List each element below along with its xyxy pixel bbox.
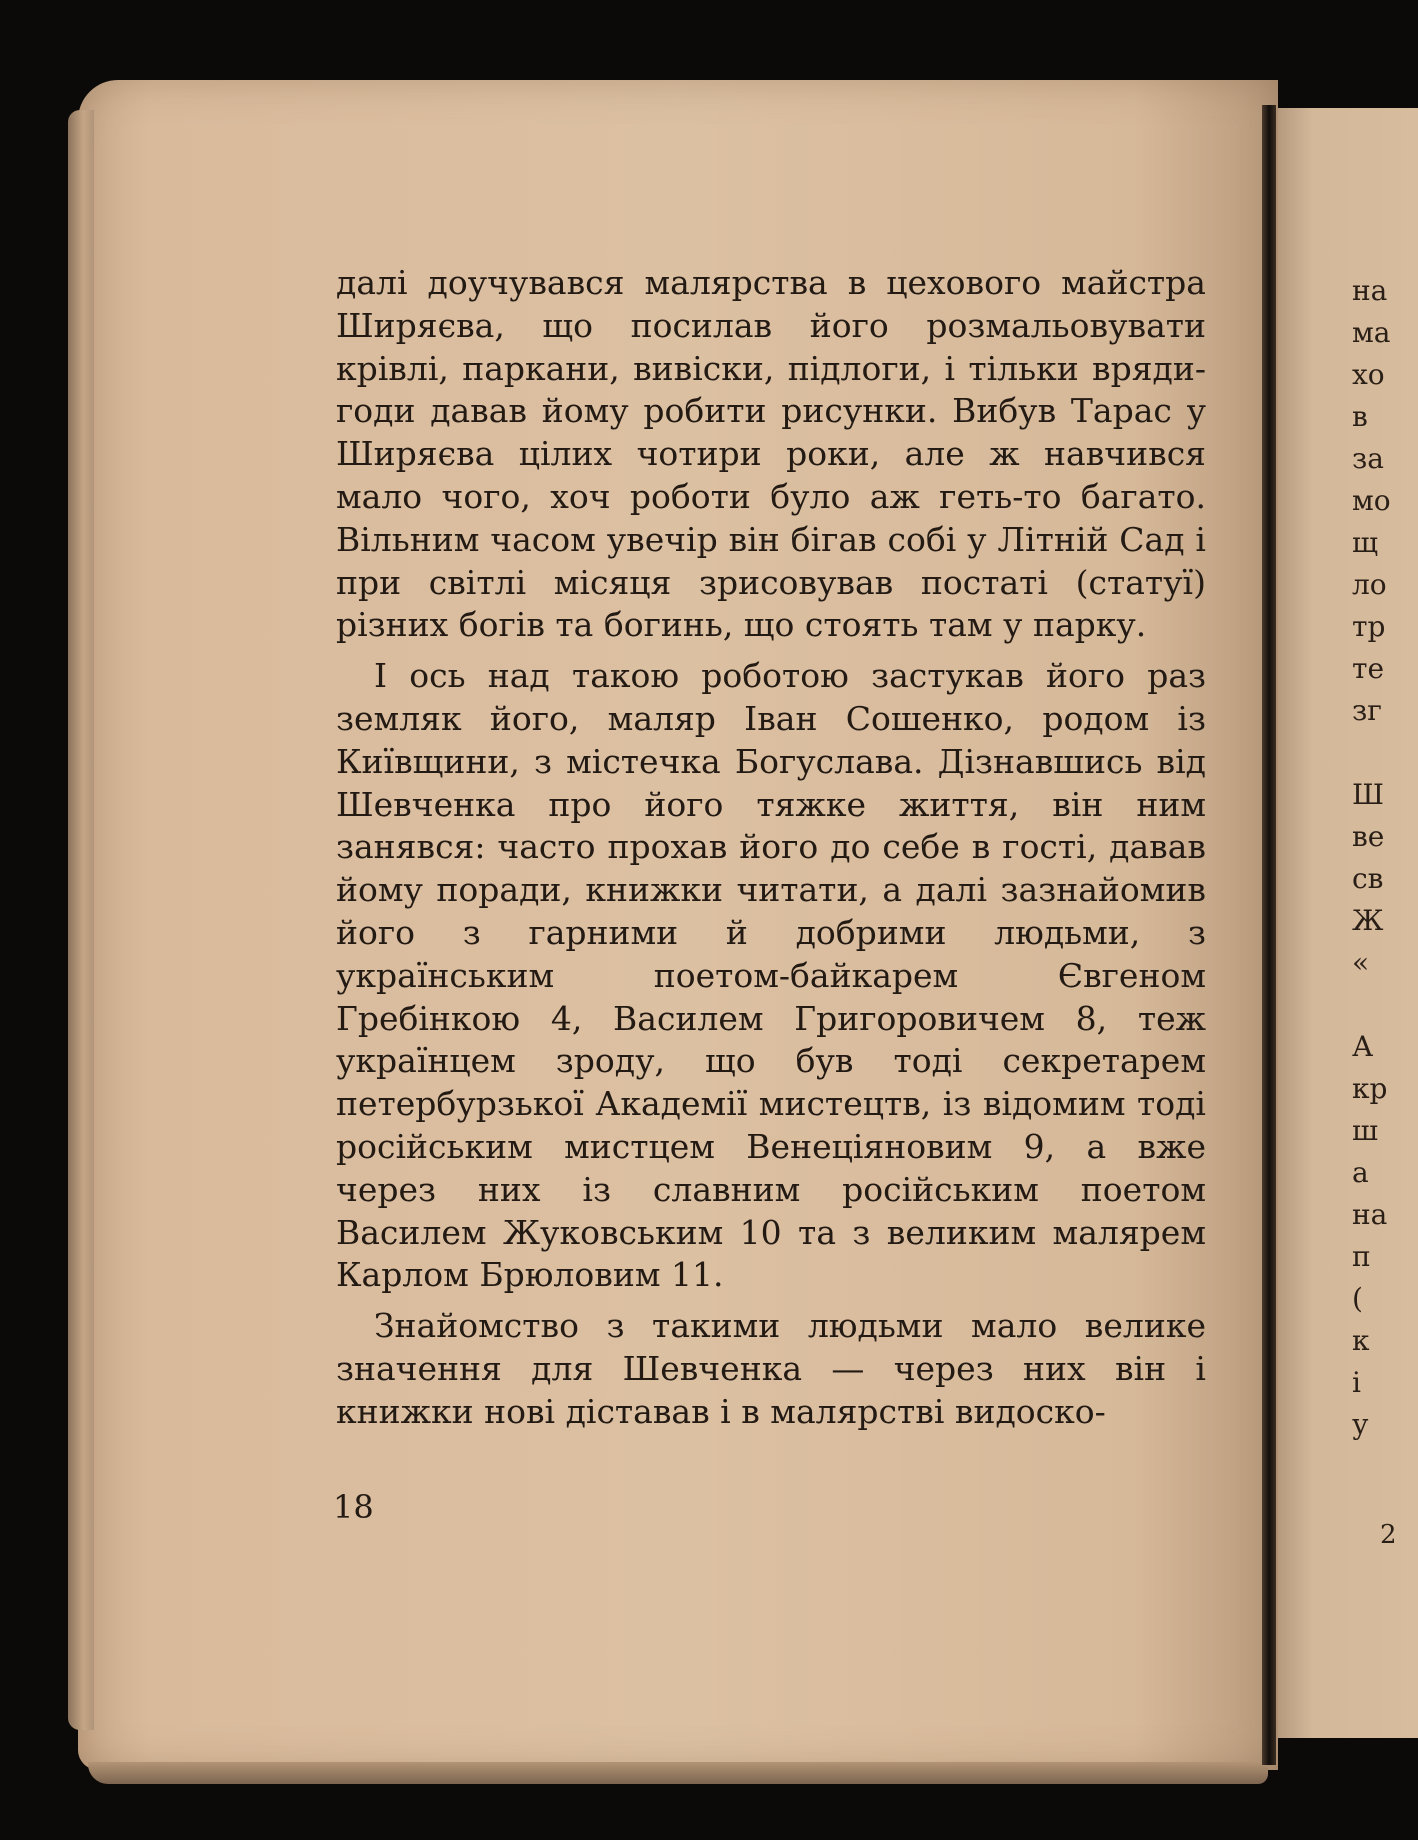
right-page-line: А bbox=[1352, 1030, 1374, 1063]
right-page-line: і bbox=[1352, 1366, 1361, 1399]
right-page-line: ве bbox=[1352, 820, 1385, 853]
right-page-text bbox=[1352, 270, 1412, 1446]
right-page-line: п bbox=[1352, 1240, 1371, 1273]
right-page-line: Ш bbox=[1352, 778, 1384, 811]
right-page-line: ( bbox=[1352, 1282, 1363, 1315]
paragraph-2: І ось над такою роботою застукав його раз земляк його, маляр Іван Сошенко, родом із Київщини, з містечка Богуслава. Дізнавшись від Шевченка про його тяжке життя, він ним занявся: часто прохав його до себе в гості, давав йому поради, книжки читати, а далі зазнайомив його з гарними й добрими людьми, з українським поетом-байкарем Євгеном Гребінкою 4, Василем Григоровичем 8, теж українцем зроду, що був тоді секретарем петербурзької Академії мистецтв, із відомим тоді російським мистцем Венеціяновим 9, а вже через них із славним російським поетом Василем Жуковським 10 та з великим малярем Карлом Брюловим 11. bbox=[336, 656, 1206, 1295]
right-page-line bbox=[1352, 732, 1412, 774]
right-page-line: а bbox=[1352, 1156, 1369, 1189]
book-gutter bbox=[1262, 105, 1276, 1765]
right-page-line: те bbox=[1352, 652, 1385, 685]
right-page-line: ма bbox=[1352, 316, 1391, 349]
right-page-line: на bbox=[1352, 274, 1388, 307]
right-page-line: за bbox=[1352, 442, 1384, 475]
right-page-line: щ bbox=[1352, 526, 1379, 559]
right-page-line: в bbox=[1352, 400, 1368, 433]
right-page-line: ш bbox=[1352, 1114, 1379, 1147]
right-page-line: « bbox=[1352, 946, 1370, 979]
paragraph-1: далі доучувався малярства в цехового майстра Ширяєва, що посилав його розмальовувати крівлі, паркани, вивіски, підлоги, і тільки вряди-годи давав йому робити рисунки. Вибув Тарас у Ширяєва цілих чотири роки, але ж навчився мало чого, хоч роботи було аж геть-то багато. Вільним часом увечір він бігав собі у Літній Сад і при світлі місяця зрисовував постаті (статуї) різних богів та богинь, що стоять там у парку. bbox=[336, 263, 1206, 645]
left-page-text bbox=[336, 262, 1206, 1434]
right-page-line: у bbox=[1352, 1408, 1369, 1441]
right-page-line: к bbox=[1352, 1324, 1370, 1357]
right-page-line: св bbox=[1352, 862, 1384, 895]
right-page-line: на bbox=[1352, 1198, 1388, 1231]
right-page-line: тр bbox=[1352, 610, 1386, 643]
right-page-line: кр bbox=[1352, 1072, 1388, 1105]
paragraph-3: Знайомство з такими людьми мало велике значення для Шевченка — через них він і книжки нові діставав і в малярстві видоско- bbox=[336, 1306, 1206, 1431]
right-page-line: ло bbox=[1352, 568, 1387, 601]
right-page-line: хо bbox=[1352, 358, 1385, 391]
right-page-line: Ж bbox=[1352, 904, 1384, 937]
page-number: 18 bbox=[333, 1488, 374, 1526]
right-page-line bbox=[1352, 984, 1412, 1026]
right-page-number: 2 bbox=[1380, 1520, 1397, 1550]
right-page-line: зг bbox=[1352, 694, 1382, 727]
right-page-line: мо bbox=[1352, 484, 1391, 517]
